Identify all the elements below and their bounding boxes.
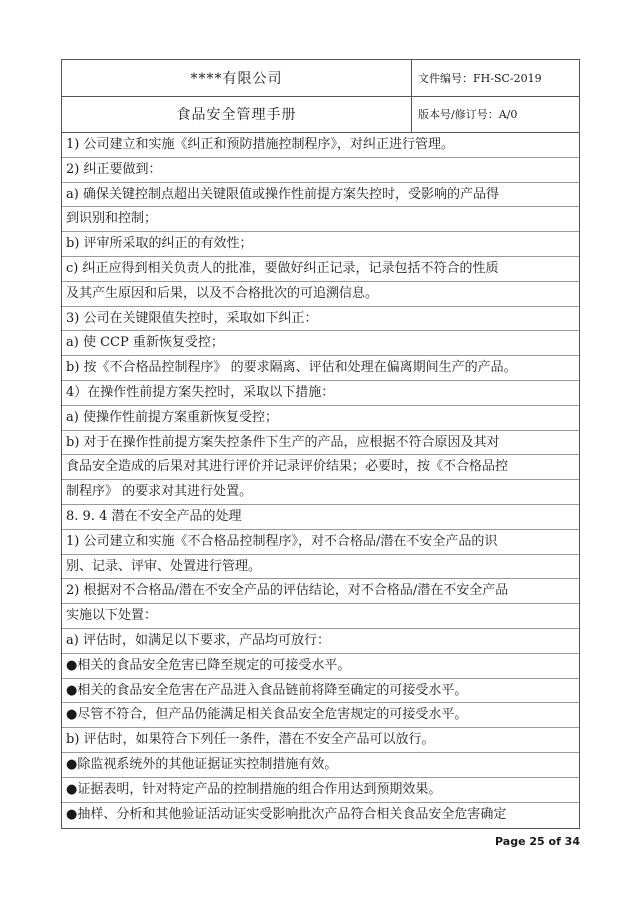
text-line: a) 使 CCP 重新恢复受控；: [62, 331, 579, 356]
text-line: b) 按《不合格品控制程序》 的要求隔离、评估和处理在偏离期间生产的产品。: [62, 356, 579, 381]
document-body: [62, 133, 579, 828]
text-line: 2) 纠正要做到：: [62, 158, 579, 183]
page-number: Page 25 of 34: [495, 835, 580, 848]
text-line: 2) 根据对不合格品/潜在不安全产品的评估结论，对不合格品/潜在不安全产品: [62, 579, 579, 604]
text-line: 食品安全造成的后果对其进行评价并记录评价结果；必要时，按《不合格品控: [62, 455, 579, 480]
text-line: a) 评估时，如满足以下要求，产品均可放行：: [62, 629, 579, 654]
text-line: 及其产生原因和后果，以及不合格批次的可追溯信息。: [62, 282, 579, 307]
text-line: ●相关的食品安全危害已降至规定的可接受水平。: [62, 654, 579, 679]
text-line: 4）在操作性前提方案失控时，采取以下措施：: [62, 381, 579, 406]
manual-title: 食品安全管理手册: [62, 96, 412, 132]
text-line: 8. 9. 4 潜在不安全产品的处理: [62, 505, 579, 530]
company-name: ****有限公司: [62, 60, 412, 96]
header-row-title: [62, 96, 579, 133]
text-line: 1) 公司建立和实施《纠正和预防措施控制程序》，对纠正进行管理。: [62, 133, 579, 158]
text-line: b) 对于在操作性前提方案失控条件下生产的产品，应根据不符合原因及其对: [62, 431, 579, 456]
document-number: 文件编号：FH-SC-2019: [418, 72, 542, 85]
version-number: 版本号/修订号：A/0: [418, 108, 518, 121]
header-row-company: [62, 60, 579, 97]
text-line: ●相关的食品安全危害在产品进入食品链前将降至确定的可接受水平。: [62, 679, 579, 704]
text-line: c) 纠正应得到相关负责人的批准，要做好纠正记录，记录包括不符合的性质: [62, 257, 579, 282]
text-line: 实施以下处置：: [62, 604, 579, 629]
text-line: 1) 公司建立和实施《不合格品控制程序》，对不合格品/潜在不安全产品的识: [62, 530, 579, 555]
text-line: b) 评估时，如果符合下列任一条件，潜在不安全产品可以放行。: [62, 728, 579, 753]
text-line: ●证据表明，针对特定产品的控制措施的组合作用达到预期效果。: [62, 778, 579, 803]
text-line: a) 确保关键控制点超出关键限值或操作性前提方案失控时，受影响的产品得: [62, 183, 579, 208]
text-line: b) 评审所采取的纠正的有效性；: [62, 232, 579, 257]
text-line: ●尽管不符合，但产品仍能满足相关食品安全危害规定的可接受水平。: [62, 703, 579, 728]
text-line: ●抽样、分析和其他验证活动证实受影响批次产品符合相关食品安全危害确定: [66, 806, 507, 822]
text-line: a) 使操作性前提方案重新恢复受控；: [62, 406, 579, 431]
text-line: ●除监视系统外的其他证据证实控制措施有效。: [62, 753, 579, 778]
text-line: 3) 公司在关键限值失控时，采取如下纠正：: [62, 307, 579, 332]
document-frame: [61, 59, 580, 829]
text-line: 制程序》 的要求对其进行处置。: [62, 480, 579, 505]
text-line: 别、记录、评审、处置进行管理。: [62, 555, 579, 580]
text-line: 到识别和控制；: [62, 207, 579, 232]
